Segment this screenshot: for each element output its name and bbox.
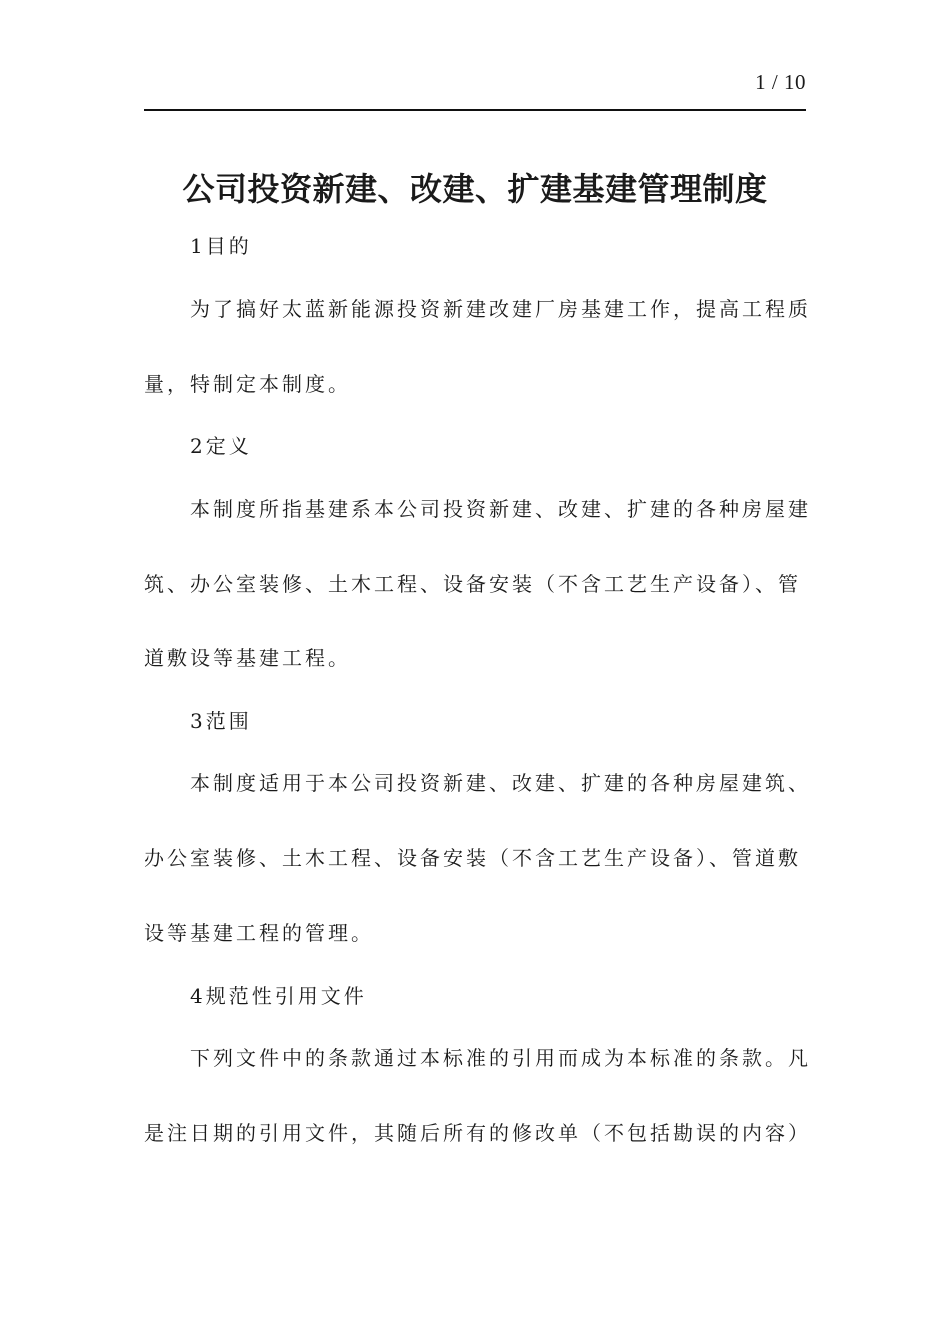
paragraph-line: 本制度适用于本公司投资新建、改建、扩建的各种房屋建筑、 — [190, 771, 811, 795]
page-number: 1 / 10 — [755, 70, 806, 94]
section-heading-purpose: 1目的 — [190, 234, 252, 258]
section-heading-scope: 3范围 — [190, 709, 252, 733]
paragraph-line: 设等基建工程的管理。 — [144, 921, 374, 945]
paragraph-line: 本制度所指基建系本公司投资新建、改建、扩建的各种房屋建 — [190, 497, 811, 521]
paragraph-line: 下列文件中的条款通过本标准的引用而成为本标准的条款。凡 — [190, 1046, 811, 1070]
document-title: 公司投资新建、改建、扩建基建管理制度 — [182, 170, 768, 208]
paragraph-line: 量，特制定本制度。 — [144, 372, 351, 396]
paragraph-line: 是注日期的引用文件，其随后所有的修改单（不包括勘误的内容） — [144, 1121, 811, 1145]
paragraph-line: 办公室装修、土木工程、设备安装（不含工艺生产设备）、管道敷 — [144, 846, 801, 870]
paragraph-line: 筑、办公室装修、土木工程、设备安装（不含工艺生产设备）、管 — [144, 572, 801, 596]
section-heading-references: 4规范性引用文件 — [190, 984, 367, 1008]
paragraph-line: 道敷设等基建工程。 — [144, 646, 351, 670]
header-rule — [144, 109, 806, 111]
section-heading-definition: 2定义 — [190, 434, 252, 458]
paragraph-line: 为了搞好太蓝新能源投资新建改建厂房基建工作，提高工程质 — [190, 297, 811, 321]
